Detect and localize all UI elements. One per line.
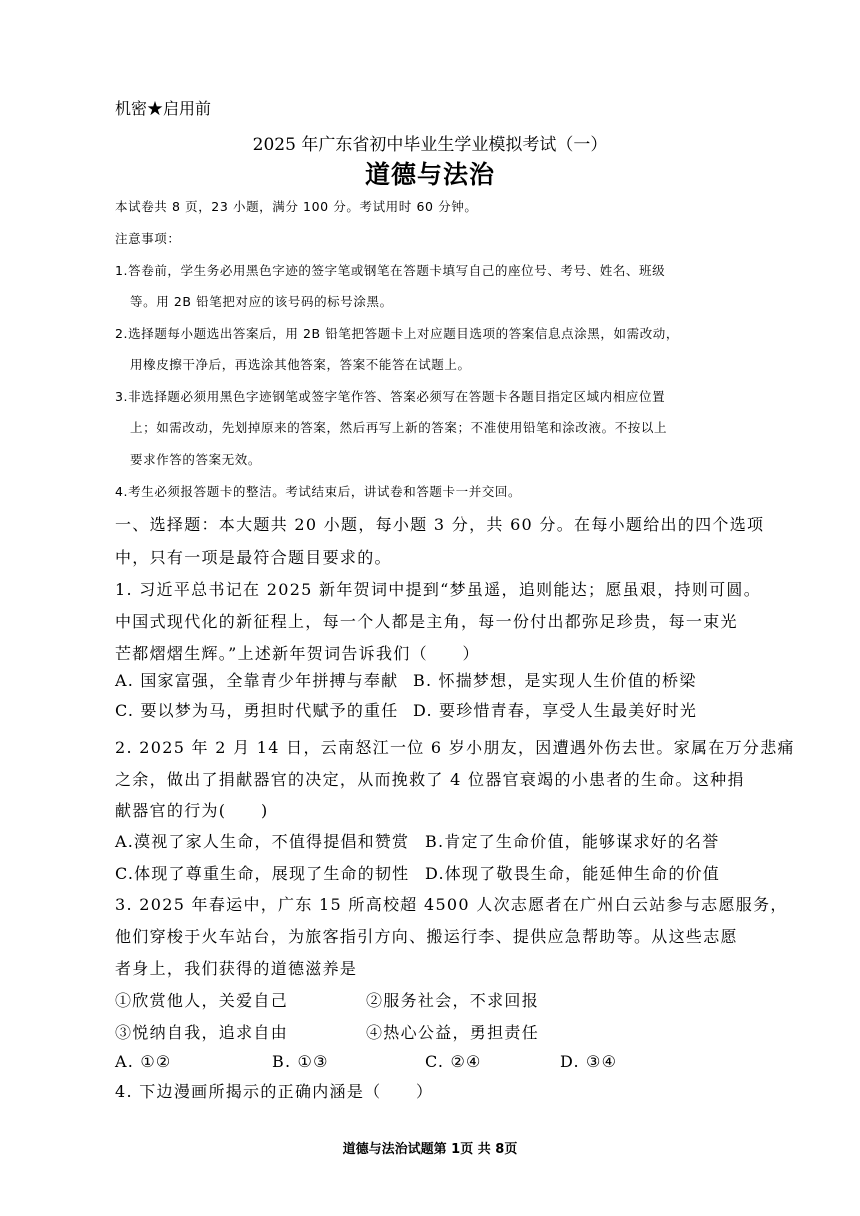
q3-statement-4: ④热心公益，勇担责任 <box>366 1023 540 1042</box>
q1-option-c: C. 要以梦为马，勇担时代赋予的重任 <box>115 701 399 720</box>
q2-option-b: B.肯定了生命价值，能够谋求好的名誉 <box>425 832 720 851</box>
q2-stem: 之余，做出了捐献器官的决定，从而挽救了 4 位器官衰竭的小患者的生命。这种捐 <box>115 770 745 789</box>
section-heading: 一、选择题：本大题共 20 小题，每小题 3 分，共 60 分。在每小题给出的四个选项 <box>115 515 765 534</box>
q3-statement-1: ①欣赏他人，关爱自己 <box>115 991 289 1010</box>
q1-stem: 1. 习近平总书记在 2025 新年贺词中提到“梦虽遥，追则能达；愿虽艰，持则可圆。 <box>115 580 762 599</box>
q4-stem: 4. 下边漫画所揭示的正确内涵是（ ） <box>115 1082 434 1101</box>
q3-stem: 他们穿梭于火车站台，为旅客指引方向、搬运行李、提供应急帮助等。从这些志愿 <box>115 927 738 946</box>
q3-option-a: A. ①② <box>115 1052 172 1071</box>
q1-option-b: B. 怀揣梦想，是实现人生价值的桥梁 <box>413 671 697 690</box>
q3-option-c: C. ②④ <box>425 1052 482 1071</box>
q3-option-b: B. ①③ <box>272 1052 329 1071</box>
confidential-mark: 机密★启用前 <box>115 99 212 118</box>
q3-statement-3: ③悦纳自我，追求自由 <box>115 1023 289 1042</box>
q1-option-a: A. 国家富强，全靠青少年拼搏与奉献 <box>115 671 399 690</box>
section-heading: 中，只有一项是最符合题目要求的。 <box>115 548 392 567</box>
notice-line: 3.非选择题必须用黑色字迹钢笔或签字笔作答、答案必须写在答题卡各题目指定区域内相应位置 <box>115 389 666 404</box>
notice-line: 要求作答的答案无效。 <box>130 452 262 467</box>
notice-heading: 注意事项： <box>115 231 181 246</box>
q2-stem: 2. 2025 年 2 月 14 日，云南怒江一位 6 岁小朋友，因遭遇外伤去世。家属在万分悲痛 <box>115 738 795 757</box>
notice-line: 4.考生必须报答题卡的整洁。考试结束后，讲试卷和答题卡一并交回。 <box>115 484 522 499</box>
notice-line: 上；如需改动，先划掉原来的答案，然后再写上新的答案；不准使用铅笔和涂改液。不按以上 <box>130 420 668 435</box>
q2-option-c: C.体现了尊重生命，展现了生命的韧性 <box>115 864 410 883</box>
page-footer: 道德与法治试题第 1页 共 8页 <box>342 1142 518 1157</box>
q3-stem: 者身上，我们获得的道德滋养是 <box>115 959 358 978</box>
subject-title: 道德与法治 <box>364 160 495 189</box>
q2-option-d: D.体现了敬畏生命，能延伸生命的价值 <box>425 864 720 883</box>
q1-stem: 芒都熠熠生辉。”上述新年贺词告诉我们（ ） <box>115 644 480 663</box>
q3-stem: 3. 2025 年春运中，广东 15 所高校超 4500 人次志愿者在广州白云站参与志愿服务， <box>115 895 788 914</box>
q1-option-d: D. 要珍惜青春，享受人生最美好时光 <box>413 701 698 720</box>
notice-line: 1.答卷前，学生务必用黑色字迹的签字笔或钢笔在答题卡填写自己的座位号、考号、姓名、班级 <box>115 263 666 278</box>
q2-stem: 献器官的行为( ) <box>115 801 269 820</box>
q3-statement-2: ②服务社会，不求回报 <box>366 991 540 1010</box>
exam-title: 2025 年广东省初中毕业生学业模拟考试（一） <box>252 135 608 155</box>
notice-line: 2.选择题每小题选出答案后，用 2B 铅笔把答题卡上对应题目选项的答案信息点涂黑，如需改动， <box>115 326 680 341</box>
exam-intro: 本试卷共 8 页，23 小题，满分 100 分。考试用时 60 分钟。 <box>115 199 478 214</box>
notice-line: 用橡皮擦干净后，再选涂其他答案，答案不能答在试题上。 <box>130 357 471 372</box>
notice-line: 等。用 2B 铅笔把对应的该号码的标号涂黑。 <box>130 294 393 309</box>
q2-option-a: A.漠视了家人生命，不值得提倡和赞赏 <box>115 832 410 851</box>
q1-stem: 中国式现代化的新征程上，每一个人都是主角，每一份付出都弥足珍贵，每一束光 <box>115 612 738 631</box>
q3-option-d: D. ③④ <box>560 1052 618 1071</box>
